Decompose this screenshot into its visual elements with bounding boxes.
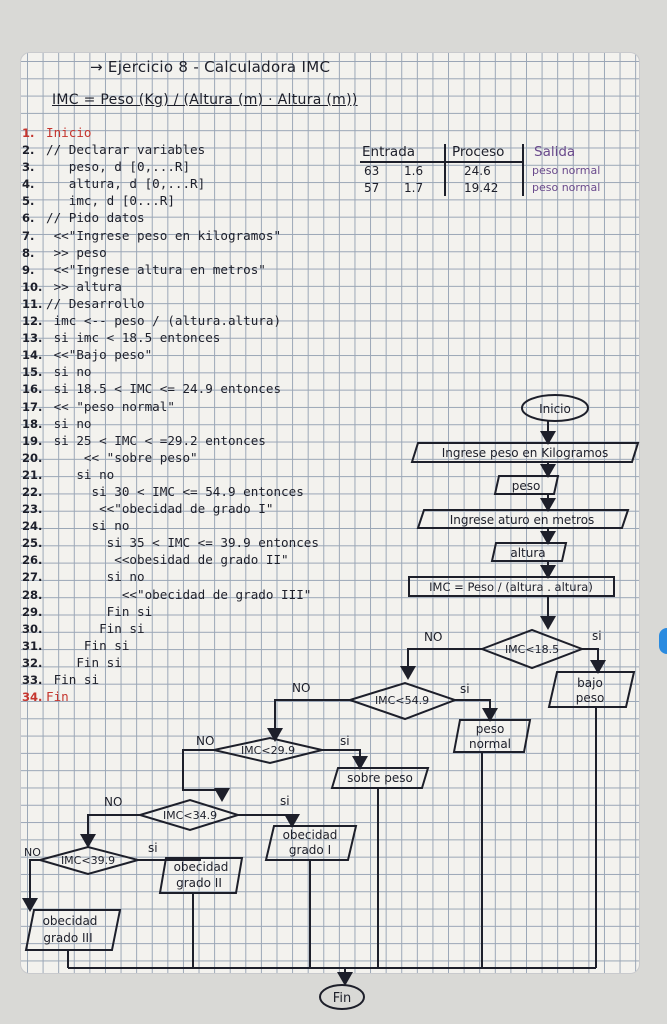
d2-label: IMC<54.9 [374,694,430,707]
line-number: 24. [22,519,43,534]
line-number: 34. [22,690,43,705]
bajo-line2: peso [575,691,605,705]
d5-label: IMC<39.9 [60,854,116,867]
line-text: si no [46,415,92,431]
line-text: si no [46,518,130,534]
line-number: 13. [22,331,43,346]
line-text: si no [46,364,92,380]
line-number: 29. [22,604,43,619]
header-entrada: Entrada [362,144,416,160]
line-number: 3. [22,160,35,175]
line-text: si 25 < IMC < =29.2 entonces [46,432,266,448]
d3-no-line [183,750,222,800]
line-number: 23. [22,502,43,517]
line-number: 32. [22,655,43,670]
line-number: 33. [22,673,43,687]
line-number: 19. [22,433,43,448]
line-text: si no [46,569,145,585]
line-text: <<"obecidad de grado I" [46,501,274,517]
row1-peso: 63 [364,164,380,178]
line-text: // Pido datos [46,210,145,226]
g3-line2: grado III [43,931,93,945]
d3-label: IMC<29.9 [240,744,296,757]
start-label: Inicio [539,402,571,416]
d2-no: NO [292,681,311,695]
line-number: 9. [22,262,35,277]
bajo-line1: bajo [577,676,603,690]
process-label: IMC = Peso / (altura . altura) [429,580,593,594]
line-text: imc, d [0...R] [46,193,175,209]
d5-yes: si [148,841,158,855]
line-number: 4. [22,177,35,192]
line-number: 5. [22,194,35,209]
g1-line1: obecidad [282,828,338,842]
d4-label: IMC<34.9 [162,809,218,822]
row1-altura: 1.6 [404,164,424,178]
g2-line1: obecidad [173,860,229,874]
line-number: 14. [22,348,43,363]
g1-line2: grado I [288,843,332,857]
prompt-peso-label: Ingrese peso en Kilogramos [441,446,609,460]
line-number: 2. [22,143,35,158]
imc-formula: IMC = Peso (Kg) / (Altura (m) · Altura (m)) [52,92,358,108]
normal-line2: normal [468,737,512,751]
d3-no: NO [196,734,215,748]
line-number: 16. [22,382,43,397]
line-text: // Declarar variables [46,142,206,158]
d2-no-line [275,700,350,740]
d1-yes: si [592,629,602,643]
d4-yes-line [238,815,292,826]
line-text: // Desarrollo [46,295,145,311]
d5-no-line [30,860,40,910]
line-number: 17. [22,399,43,414]
line-number: 28. [22,587,43,602]
line-number: 27. [22,570,43,585]
line-text: si 30 < IMC <= 54.9 entonces [46,483,304,499]
row2-proceso: 19.42 [464,181,499,195]
line-number: 25. [22,536,43,551]
row2-peso: 57 [364,181,380,195]
line-number: 30. [22,621,43,636]
line-text: <<"Ingrese altura en metros" [46,261,266,277]
header-salida: Salida [534,144,576,160]
line-number: 26. [22,553,43,568]
line-text: <<obesidad de grado II" [46,552,289,568]
d3-yes: si [340,734,350,748]
line-text: Fin si [46,637,130,653]
line-number: 15. [22,365,43,380]
d2-yes-line [455,700,490,720]
line-text: si no [46,466,115,482]
line-number: 20. [22,450,43,465]
d5-no: NO [24,846,41,859]
line-text: >> peso [46,244,107,260]
d4-yes: si [280,794,290,808]
line-number: 22. [22,484,43,499]
d4-no-line [88,815,140,846]
read-peso-label: peso [511,479,541,493]
line-text: Fin si [46,620,145,636]
row1-proceso: 24.6 [464,164,491,178]
line-number: 18. [22,416,43,431]
line-number: 31. [22,638,43,653]
line-number: 12. [22,314,43,329]
row1-salida: peso normal [532,164,601,177]
line-number: 7. [22,228,35,243]
line-text: Fin si [46,603,153,619]
header-proceso: Proceso [452,144,505,160]
d3-yes-line [322,750,360,768]
line-number: 1. [22,126,35,140]
line-text: si 35 < IMC <= 39.9 entonces [46,535,319,551]
line-text: si 18.5 < IMC <= 24.9 entonces [46,381,282,397]
prompt-altura-label: Ingrese aturo en metros [449,513,595,527]
line-text: << "sobre peso" [46,449,198,465]
line-text: imc <-- peso / (altura.altura) [46,313,282,329]
normal-line1: peso [475,722,505,736]
d1-yes-line [582,649,598,672]
d1-no-line [408,649,482,678]
d2-yes: si [460,682,470,696]
line-number: 21. [22,467,43,482]
g3-line1: obecidad [42,914,98,928]
line-text: si imc < 18.5 entonces [46,330,221,346]
d1-label: IMC<18.5 [504,643,560,656]
line-number: 10. [22,279,43,294]
exercise-title: → Ejercicio 8 - Calculadora IMC [90,58,331,76]
line-number: 8. [22,245,35,260]
line-text: >> altura [46,278,122,294]
line-number: 6. [22,211,35,226]
end-label: Fin [332,991,352,1006]
row2-salida: peso normal [532,181,601,194]
line-text: <<"Ingrese peso en kilogramos" [46,227,282,243]
line-text: << "peso normal" [46,398,175,414]
line-text: Inicio [46,125,92,140]
d1-no: NO [424,630,443,644]
line-text: altura, d [0,...R] [46,176,206,192]
line-text: <<"Bajo peso" [46,347,153,363]
d4-no: NO [104,795,123,809]
read-altura-label: altura [510,546,546,560]
row2-altura: 1.7 [404,181,424,195]
g2-line2: grado II [176,876,222,890]
line-text: Fin si [46,672,100,687]
line-number: 11. [22,296,43,311]
sobre-label: sobre peso [347,771,413,785]
line-text: Fin [46,689,69,705]
line-text: Fin si [46,654,122,670]
line-text: <<"obecidad de grado III" [46,586,312,602]
line-text: peso, d [0,...R] [46,159,191,175]
